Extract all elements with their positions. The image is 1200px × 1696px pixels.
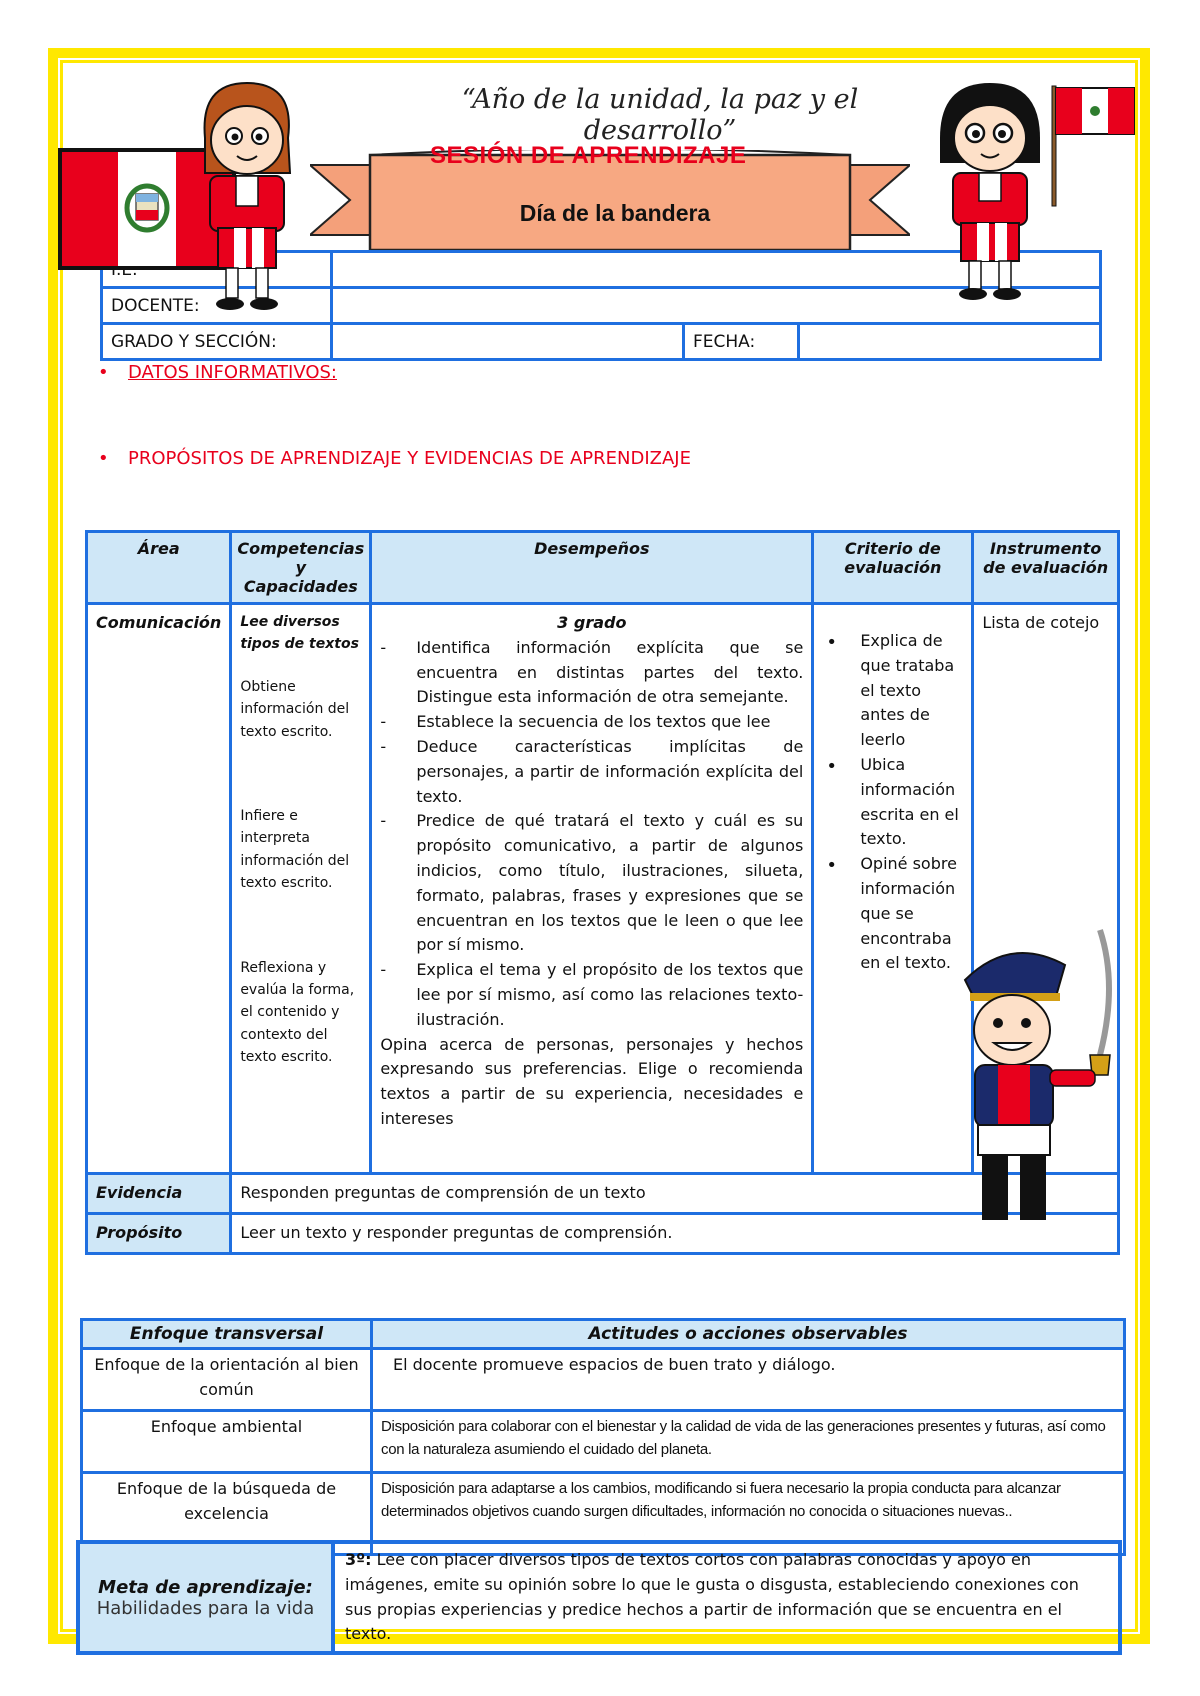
header-instrumento: Instrumento de evaluación	[973, 532, 1119, 604]
section-propositos-label: PROPÓSITOS DE APRENDIZAJE Y EVIDENCIAS DE APRENDIZAJE	[128, 448, 691, 469]
meta-text-cell	[333, 1542, 1120, 1653]
proposito-label: Propósito	[87, 1213, 231, 1253]
enfoque-cell: Enfoque ambiental	[82, 1411, 372, 1473]
accion-cell: Disposición para adaptarse a los cambios, modificando si fuera necesario la propia conducta para alcanzar determinados objetivos cuando surgen dificultades, información no conocida o situaciones nuevas..	[372, 1473, 1125, 1555]
girl-illustration-left	[190, 78, 305, 313]
docente-label: DOCENTE:	[102, 288, 332, 324]
meta-title: Meta de aprendizaje:	[98, 1576, 313, 1598]
meta-description: Lee con placer diversos tipos de textos cortos con palabras conocidas y apoyo en imágenes, emite su opinión sobre lo que le gusta o disgusta, estableciendo conexiones con sus propias experiencias y predice hechos a partir de información que se encuentra en el texto.	[345, 1550, 1079, 1644]
criterios-list	[822, 629, 963, 976]
capacidad-item: Infiere e interpreta información del texto escrito.	[240, 807, 350, 892]
meta-grade: 3º:	[345, 1550, 372, 1569]
area-cell: Comunicación	[87, 604, 231, 1174]
criterio-cell	[813, 604, 973, 1174]
ribbon-title: Día de la bandera	[519, 200, 711, 226]
motto-text: “Año de la unidad, la paz y el desarrollo”	[461, 84, 859, 146]
meta-table	[76, 1540, 1122, 1655]
capacidad-item: Obtiene información del texto escrito.	[240, 678, 350, 740]
desempeno-item: - Deduce características implícitas de personajes, a partir de información explícita del texto.	[380, 735, 803, 809]
desempenos-list	[380, 636, 803, 1033]
girl-with-flag-illustration	[935, 78, 1145, 303]
criterio-item: • Explica de que trataba el texto antes de leerlo	[822, 629, 963, 753]
desempeno-item: - Identifica información explícita que se encuentra en distintas partes del texto. Distingue esta información de otra semejante.	[380, 636, 803, 710]
approach-table	[80, 1318, 1126, 1556]
meta-subtitle: Habilidades para la vida	[96, 1597, 315, 1619]
fecha-value[interactable]	[799, 324, 1101, 360]
grade-label: 3 grado	[557, 613, 627, 632]
desempeno-item: - Establece la secuencia de los textos que lee	[380, 710, 803, 735]
session-title: SESIÓN DE APRENDIZAJE	[430, 142, 747, 169]
section-datos-label: DATOS INFORMATIVOS:	[128, 362, 337, 383]
accion-cell: Disposición para colaborar con el bienestar y la calidad de vida de las generaciones presentes y futuras, así como con la naturaleza asumiendo el cuidado del planeta.	[372, 1411, 1125, 1473]
accion-cell: El docente promueve espacios de buen trato y diálogo.	[372, 1349, 1125, 1411]
section-datos-informativos: • DATOS INFORMATIVOS:	[98, 362, 337, 383]
section-propositos: • PROPÓSITOS DE APRENDIZAJE Y EVIDENCIAS DE APRENDIZAJE	[98, 448, 691, 469]
desempeno-item: - Predice de qué tratará el texto y cuál es su propósito comunicativo, a partir de algunos indicios, como título, ilustraciones, silueta, formato, palabras, frases y expresiones que se encuentran en los textos que le leen o que lee por sí mismo.	[380, 809, 803, 958]
desempenos-cell	[371, 604, 813, 1174]
hero-soldier-illustration	[950, 925, 1120, 1235]
header-enfoque: Enfoque transversal	[82, 1320, 372, 1349]
header-acciones: Actitudes o acciones observables	[372, 1320, 1125, 1349]
criterio-item: • Opiné sobre información que se encontraba en el texto.	[822, 852, 963, 976]
enfoque-cell: Enfoque de la orientación al bien común	[82, 1349, 372, 1411]
grado-label: GRADO Y SECCIÓN:	[102, 324, 332, 360]
header-criterio: Criterio de evaluación	[813, 532, 973, 604]
header-desempenos: Desempeños	[371, 532, 813, 604]
capacidad-item: Reflexiona y evalúa la forma, el contenido y contexto del texto escrito.	[240, 959, 355, 1066]
desempeno-extra: Opina acerca de personas, personajes y hechos expresando sus preferencias. Elige o recomienda textos a partir de su experiencia, necesidades e intereses	[380, 1034, 804, 1128]
evidencia-label: Evidencia	[87, 1174, 231, 1214]
header-competencias: Competencias y Capacidades	[231, 532, 371, 604]
instrumento-cell: Lista de cotejo	[973, 604, 1119, 1174]
criterio-item: • Ubica información escrita en el texto.	[822, 753, 963, 852]
evidencia-value: Responden preguntas de comprensión de un texto	[231, 1174, 1119, 1214]
fecha-label: FECHA:	[684, 324, 799, 360]
competencia-title: Lee diversos tipos de textos	[240, 614, 359, 653]
proposito-value: Leer un texto y responder preguntas de comprensión.	[231, 1213, 1119, 1253]
enfoque-cell: Enfoque de la búsqueda de excelencia	[82, 1473, 372, 1555]
header-area: Área	[87, 532, 231, 604]
desempeno-item: - Explica el tema y el propósito de los textos que lee por sí mismo, así como las relaciones texto-ilustración.	[380, 958, 803, 1032]
grado-value[interactable]	[332, 324, 684, 360]
competencias-cell	[231, 604, 371, 1174]
meta-label-cell	[78, 1542, 333, 1653]
